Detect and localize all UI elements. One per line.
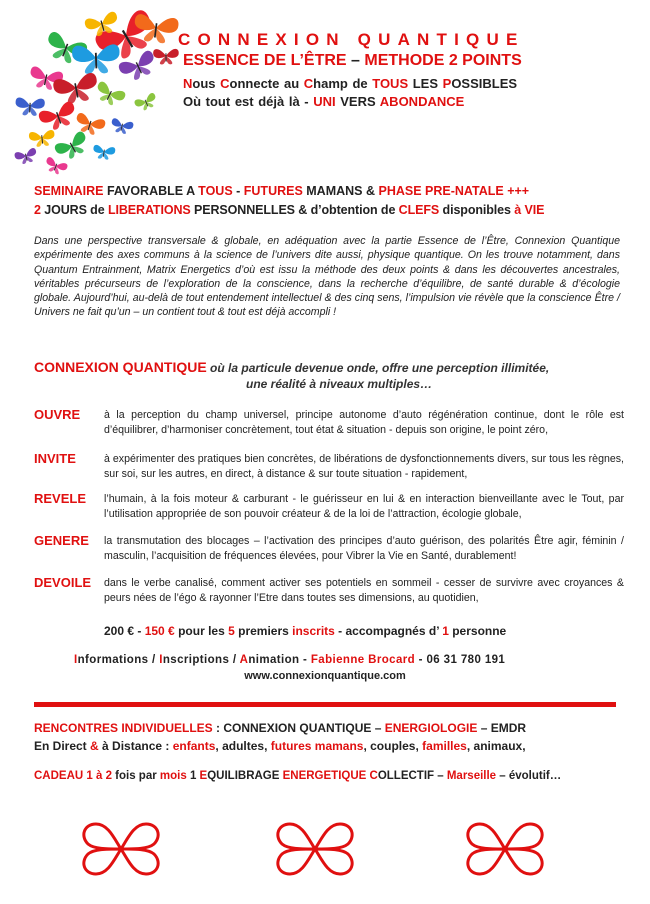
text-run: : CONNEXION QUANTIQUE – bbox=[212, 721, 385, 735]
text-run: CADEAU 1 à 2 bbox=[34, 770, 116, 782]
text-run: OSSIBLES bbox=[451, 76, 518, 91]
cq-name: CONNEXION QUANTIQUE bbox=[34, 359, 207, 375]
text-run: FUTURES bbox=[243, 184, 307, 198]
text-run: Fabienne Brocard bbox=[310, 654, 416, 666]
text-run: - 06 31 780 191 bbox=[415, 654, 506, 666]
text-run: A bbox=[239, 654, 249, 666]
text-run: familles bbox=[422, 739, 467, 753]
heart-ornament-shape bbox=[278, 824, 352, 874]
tagline-1 bbox=[183, 76, 623, 91]
heart-ornament-icon bbox=[270, 816, 360, 882]
verb-word: GENERE bbox=[34, 533, 89, 548]
text-run: 5 bbox=[228, 624, 239, 638]
price-line bbox=[104, 624, 506, 638]
text-run: VIE bbox=[524, 203, 545, 217]
text-run: ABONDANCE bbox=[379, 94, 465, 109]
text-run: En Direct bbox=[34, 739, 91, 753]
butterfly-icon bbox=[110, 118, 134, 136]
butterfly-icon bbox=[29, 130, 56, 148]
text-run: futures mamans bbox=[270, 739, 364, 753]
text-run: - bbox=[232, 184, 244, 198]
text-run: TOUS bbox=[372, 76, 409, 91]
text-run: RENCONTRES INDIVIDUELLES bbox=[34, 721, 213, 735]
text-run: 200 € - bbox=[104, 624, 145, 638]
butterfly-icon bbox=[43, 156, 68, 176]
verb-word: DEVOILE bbox=[34, 575, 92, 590]
subtitle bbox=[183, 52, 623, 70]
seminar-line-2 bbox=[34, 203, 624, 217]
text-run: N bbox=[183, 76, 193, 91]
text-run: à bbox=[514, 203, 525, 217]
text-run: - accompagnés d’ bbox=[334, 624, 443, 638]
text-run: Où tout est déjà là - bbox=[183, 94, 314, 109]
text-run: , adultes, bbox=[215, 739, 271, 753]
heart-ornament-icon bbox=[460, 816, 550, 882]
text-run: JOURS de bbox=[44, 203, 108, 217]
text-run: PERSONNELLES bbox=[194, 203, 299, 217]
verb-desc: dans le verbe canalisé, comment activer ses potentiels en sommeil - cesser de survivre avec croyances & peurs nées de l’égo & rayonner l’Etre dans toutes ses dimensions, au quotidien, bbox=[104, 577, 624, 604]
text-run: disponibles bbox=[442, 203, 515, 217]
text-run: I bbox=[74, 654, 78, 666]
verb-desc: la transmutation des blocages – l’activation des principes d’auto guérison, des polarités Être agir, féminin / masculin, l’acquisition de fréquences élevées, pour Vibrer la Vie en Santé, durablement! bbox=[104, 535, 624, 562]
text-run: – bbox=[434, 770, 447, 782]
heart-ornament-shape bbox=[84, 824, 158, 874]
text-run: I bbox=[159, 654, 163, 666]
text-run: 1 bbox=[442, 624, 453, 638]
text-run: personne bbox=[452, 624, 507, 638]
text-run: pour les bbox=[178, 624, 229, 638]
cq-text-1: où la particule devenue onde, offre une perception illimitée, bbox=[206, 361, 550, 375]
butterfly-icon bbox=[93, 80, 127, 109]
verb-word: INVITE bbox=[34, 451, 76, 466]
intro-paragraph: Dans une perspective transversale & globale, en adéquation avec la partie Essence de l’Être, Connexion Quantique expérimente des axes communs à la science de l’univers dite aussi, physique quantique. On les trouve notamment, dans Quantum Entrainment, Matrix Energetics d’où est issu la méthode des deux points & dans les découvertes ancestrales, véritables précurseurs de l’exploration de la conscience, dans la recherche d’équilibre, de santé durable & d’écologie globale. Aujourd’hui, au-delà de tout entendement intellectuel & des cinq sens, l’impulsion vie révèle que la conscience Être / Univers ne fait qu’un – un contient tout & tout est déjà accompli ! bbox=[34, 235, 620, 319]
tagline-2 bbox=[183, 94, 623, 109]
individual-sessions-line bbox=[34, 721, 624, 735]
verb-word: REVELE bbox=[34, 491, 87, 506]
seminar-line-1 bbox=[34, 184, 624, 198]
heart-ornament-shape bbox=[468, 824, 542, 874]
text-run: onnecte au bbox=[229, 76, 304, 91]
verb-desc: à la perception du champ universel, principe autonome d’auto régénération continue, dont le rôle est d’équilibrer, d’harmoniser concrètement, tout état & situation - depuis son origine, le point zéro, bbox=[104, 409, 624, 436]
heart-ornament-icon bbox=[76, 816, 166, 882]
text-run: LIBERATIONS bbox=[107, 203, 195, 217]
text-run: premiers bbox=[238, 624, 293, 638]
text-run: nformations / bbox=[77, 654, 160, 666]
butterfly-icon bbox=[72, 44, 120, 74]
text-run: P bbox=[442, 76, 452, 91]
butterfly-icon bbox=[153, 49, 179, 65]
text-run: +++ bbox=[507, 184, 530, 198]
text-run: & d’obtention de bbox=[298, 203, 399, 217]
text-run: fois par bbox=[115, 770, 160, 782]
butterfly-icon bbox=[134, 92, 159, 113]
text-run: SEMINAIRE bbox=[34, 184, 107, 198]
verb-desc: l’humain, à la fois moteur & carburant - le guérisseur en lui & en interaction bienveillante avec le Tout, par l’utilisation appropriée de son pouvoir créateur & de la loi de l’attraction, écologie globale, bbox=[104, 493, 624, 520]
butterfly-icon bbox=[53, 130, 91, 163]
verb-word: OUVRE bbox=[34, 407, 81, 422]
text-run: QUILIBRAGE bbox=[207, 770, 283, 782]
text-run: MAMANS & bbox=[306, 184, 379, 198]
page-title: CONNEXION QUANTIQUE bbox=[178, 30, 525, 49]
text-run: E bbox=[199, 770, 208, 782]
butterfly-cluster bbox=[14, 8, 179, 176]
text-run: 2 bbox=[34, 203, 45, 217]
text-run: hamp de bbox=[313, 76, 373, 91]
text-run: à Distance : bbox=[98, 739, 173, 753]
text-run: LES bbox=[408, 76, 443, 91]
text-run: ENERGETIQUE bbox=[282, 770, 367, 782]
butterfly-icon bbox=[92, 145, 116, 161]
text-run: & bbox=[90, 739, 99, 753]
text-run: C bbox=[366, 770, 378, 782]
text-run: PHASE PRE-NATALE bbox=[378, 184, 508, 198]
text-run: 1 bbox=[186, 770, 200, 782]
text-run: Marseille bbox=[446, 770, 497, 782]
text-run: OLLECTIF bbox=[377, 770, 435, 782]
contact-line bbox=[74, 654, 505, 666]
audience-line bbox=[34, 739, 624, 753]
text-run: CLEFS bbox=[398, 203, 443, 217]
cq-tagline bbox=[34, 359, 624, 377]
text-run: inscrits bbox=[292, 624, 335, 638]
subtitle-method: METHODE 2 POINTS bbox=[364, 52, 522, 69]
subtitle-essence: ESSENCE DE L’ÊTRE bbox=[183, 52, 347, 69]
text-run: VERS bbox=[335, 94, 380, 109]
text-run: ENERGIOLOGIE bbox=[384, 721, 478, 735]
text-run: , animaux, bbox=[466, 739, 526, 753]
text-run: , couples, bbox=[363, 739, 423, 753]
butterfly-icon bbox=[14, 147, 39, 165]
text-run: mois bbox=[159, 770, 187, 782]
divider-rule bbox=[34, 702, 616, 707]
text-run: 150 € bbox=[144, 624, 179, 638]
text-run: – EMDR bbox=[477, 721, 527, 735]
verb-desc: à expérimenter des pratiques bien concrètes, de libérations de dysfonctionnements divers, sur tous les règnes, sur soi, sur les autres, en direct, à distance & sur toute situation - rapidement, bbox=[104, 453, 624, 480]
text-run: nscriptions / bbox=[162, 654, 240, 666]
text-run: FAVORABLE A bbox=[106, 184, 199, 198]
gift-line bbox=[34, 770, 624, 782]
text-run: enfants bbox=[172, 739, 216, 753]
text-run: C bbox=[303, 76, 314, 91]
text-run: nimation - bbox=[248, 654, 311, 666]
text-run: TOUS bbox=[198, 184, 233, 198]
cq-text-2: une réalité à niveaux multiples… bbox=[246, 377, 433, 391]
text-run: UNI bbox=[313, 94, 336, 109]
text-run: C bbox=[220, 76, 230, 91]
text-run: ous bbox=[192, 76, 221, 91]
website-link[interactable]: www.connexionquantique.com bbox=[244, 670, 406, 682]
text-run: – évolutif… bbox=[496, 770, 562, 782]
butterflies-illustration bbox=[6, 6, 184, 176]
subtitle-sep: – bbox=[346, 52, 365, 69]
